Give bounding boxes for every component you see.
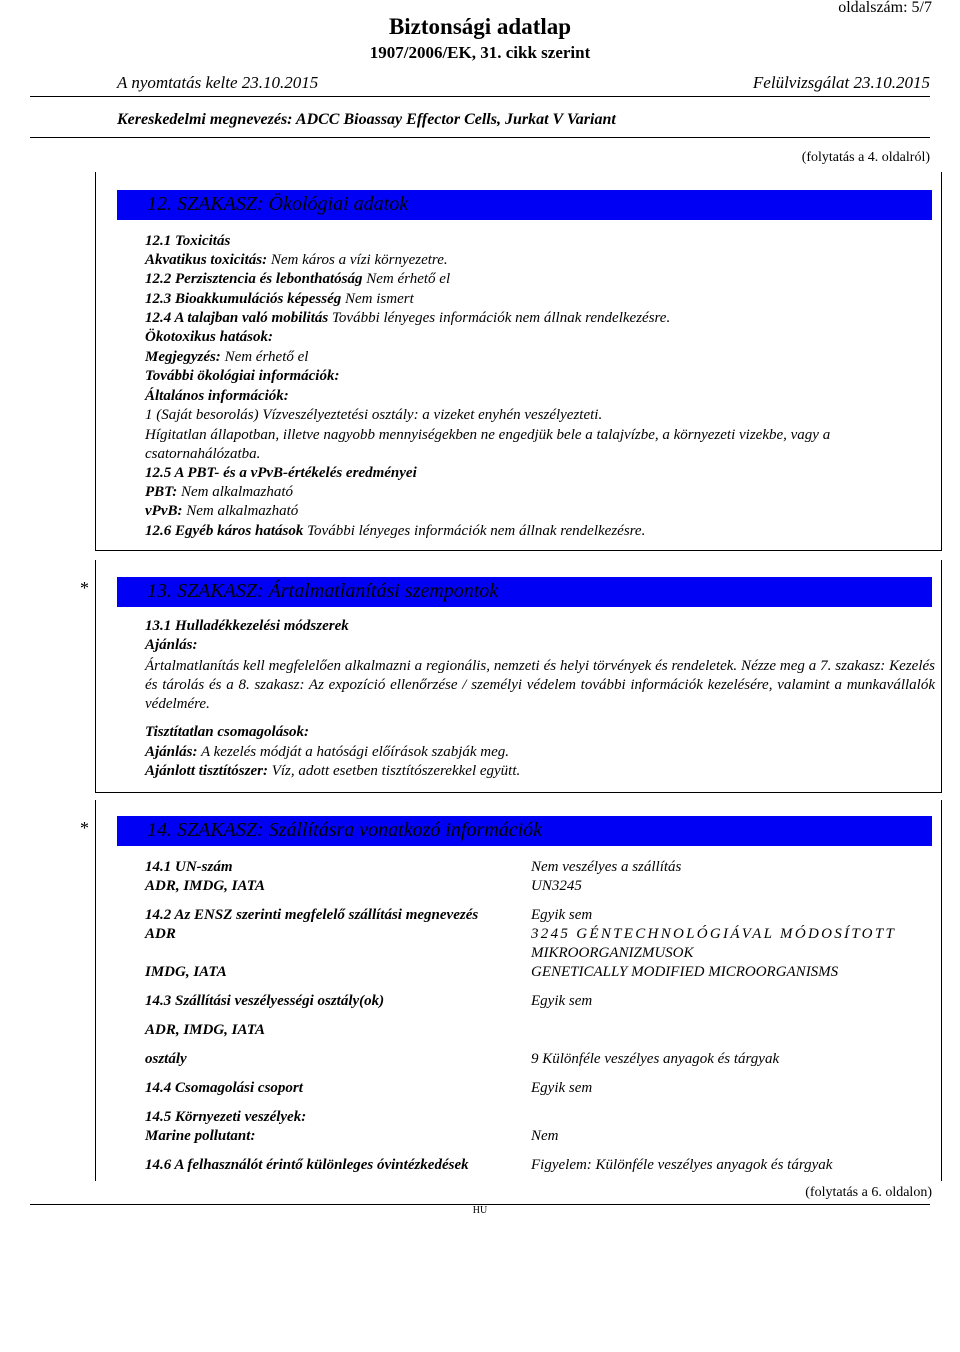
continued-from: (folytatás a 4. oldalról)	[801, 150, 930, 165]
waste-treatment-heading: 13.1 Hulladékkezelési módszerek	[145, 618, 349, 634]
cleaning-agent: Ajánlott tisztítószer: Víz, adott esetben tisztítószerekkel együtt.	[145, 763, 521, 779]
shipping-name-label: 14.2 Az ENSZ szerinti megfelelő szállítási megnevezés	[145, 907, 479, 923]
pbt-value: PBT: Nem alkalmazható	[145, 484, 294, 500]
adr-value-line2: MIKROORGANIZMUSOK	[531, 945, 694, 961]
hazard-class-value: Egyik sem	[531, 993, 593, 1009]
vpvb-value: vPvB: Nem alkalmazható	[145, 503, 299, 519]
page-number: oldalszám: 5/7	[838, 0, 932, 16]
section-13-title: 13. SZAKASZ: Ártalmatlanítási szempontok	[147, 580, 499, 602]
adr-label: ADR	[145, 926, 176, 942]
class-label: osztály	[145, 1051, 187, 1067]
revision-date: Felülvizsgálat 23.10.2015	[752, 73, 930, 92]
special-precautions-label: 14.6 A felhasználót érintő különleges óvintézkedések	[145, 1157, 469, 1173]
imdg-iata-value: GENETICALLY MODIFIED MICROORGANISMS	[531, 964, 839, 980]
language-code: HU	[472, 1205, 488, 1216]
disposal-text: Ártalmatlanítás kell megfelelően alkalmazni a regionális, nemzeti és helyi törvények és rendeletek. Nézze meg a 7. szakasz: Kezelés és tárolás és a 8. szakasz: Az expozíció ellenőrzése / személyi védelem további információk kezelésére, valamint a munkavállalók védelmére.	[145, 658, 935, 712]
general-info: Általános információk:	[145, 388, 289, 404]
environmental-hazards-label: 14.5 Környezeti veszélyek:	[145, 1109, 307, 1125]
section-14-title: 14. SZAKASZ: Szállításra vonatkozó információk	[147, 819, 542, 841]
marine-pollutant-value: Nem	[531, 1128, 559, 1144]
persistence: 12.2 Perzisztencia és lebonthatóság Nem érhető el	[145, 271, 451, 287]
uncleaned-packaging: Tisztítatlan csomagolások:	[145, 724, 310, 740]
section-14-change-marker: *	[80, 818, 89, 838]
class-value: 9 Különféle veszélyes anyagok és tárgyak	[531, 1051, 780, 1067]
recommendation-heading: Ajánlás:	[145, 637, 198, 653]
header-rule	[30, 96, 930, 97]
ecotoxic-effects: Ökotoxikus hatások:	[145, 329, 273, 345]
document-subtitle: 1907/2006/EK, 31. cikk szerint	[369, 43, 591, 62]
soil-mobility: 12.4 A talajban való mobilitás További lényeges információk nem állnak rendelkezésre.	[145, 310, 671, 326]
other-adverse-effects: 12.6 Egyéb káros hatások További lényeges információk nem állnak rendelkezésre.	[145, 523, 646, 539]
dilution-note: Hígitatlan állapotban, illetve nagyobb mennyiségekben ne engedjük bele a talajvízbe, a környezeti vizekbe, vagy a csatornahálózatba.	[145, 427, 831, 462]
imdg-iata-label: IMDG, IATA	[145, 964, 227, 980]
hazard-class-label: 14.3 Szállítási veszélyességi osztály(ok)	[145, 993, 385, 1009]
toxicity-heading: 12.1 Toxicitás	[145, 233, 231, 249]
special-precautions-value: Figyelem: Különféle veszélyes anyagok és tárgyak	[531, 1157, 833, 1173]
adr-value-line1: 3245 GÉNTECHNOLÓGIÁVAL MÓDOSÍTOTT	[531, 926, 897, 942]
section-12-title: 12. SZAKASZ: Ökológiai adatok	[147, 193, 409, 215]
packaging-recommendation: Ajánlás: A kezelés módját a hatósági előírások szabják meg.	[145, 744, 510, 760]
shipping-name-value: Egyik sem	[531, 907, 593, 923]
remark: Megjegyzés: Nem érhető el	[145, 349, 309, 365]
packing-group-label: 14.4 Csomagolási csoport	[145, 1080, 303, 1096]
un-number-value: Nem veszélyes a szállítás	[531, 859, 682, 875]
un-code-value: UN3245	[531, 878, 582, 894]
trade-name: Kereskedelmi megnevezés: ADCC Bioassay Effector Cells, Jurkat V Variant	[117, 111, 616, 128]
section-13-change-marker: *	[80, 578, 89, 598]
water-hazard-class: 1 (Saját besorolás) Vízveszélyeztetési osztály: a vizeket enyhén veszélyezteti.	[145, 407, 603, 423]
further-ecological-info: További ökológiai információk:	[145, 368, 340, 384]
print-date: A nyomtatás kelte 23.10.2015	[117, 73, 319, 92]
packing-group-value: Egyik sem	[531, 1080, 593, 1096]
continued-to: (folytatás a 6. oldalon)	[805, 1185, 932, 1200]
aquatic-toxicity: Akvatikus toxicitás: Nem káros a vízi környezetre.	[145, 252, 448, 268]
trade-name-rule	[30, 137, 930, 138]
pbt-heading: 12.5 A PBT- és a vPvB-értékelés eredményei	[145, 465, 417, 481]
adr-imdg-iata-label: ADR, IMDG, IATA	[145, 878, 266, 894]
bioaccumulation: 12.3 Bioakkumulációs képesség Nem ismert	[145, 291, 414, 307]
un-number-label: 14.1 UN-szám	[145, 859, 233, 875]
marine-pollutant-label: Marine pollutant:	[145, 1128, 256, 1144]
document-title: Biztonsági adatlap	[388, 14, 572, 39]
class-adr-imdg-iata-label: ADR, IMDG, IATA	[145, 1022, 266, 1038]
